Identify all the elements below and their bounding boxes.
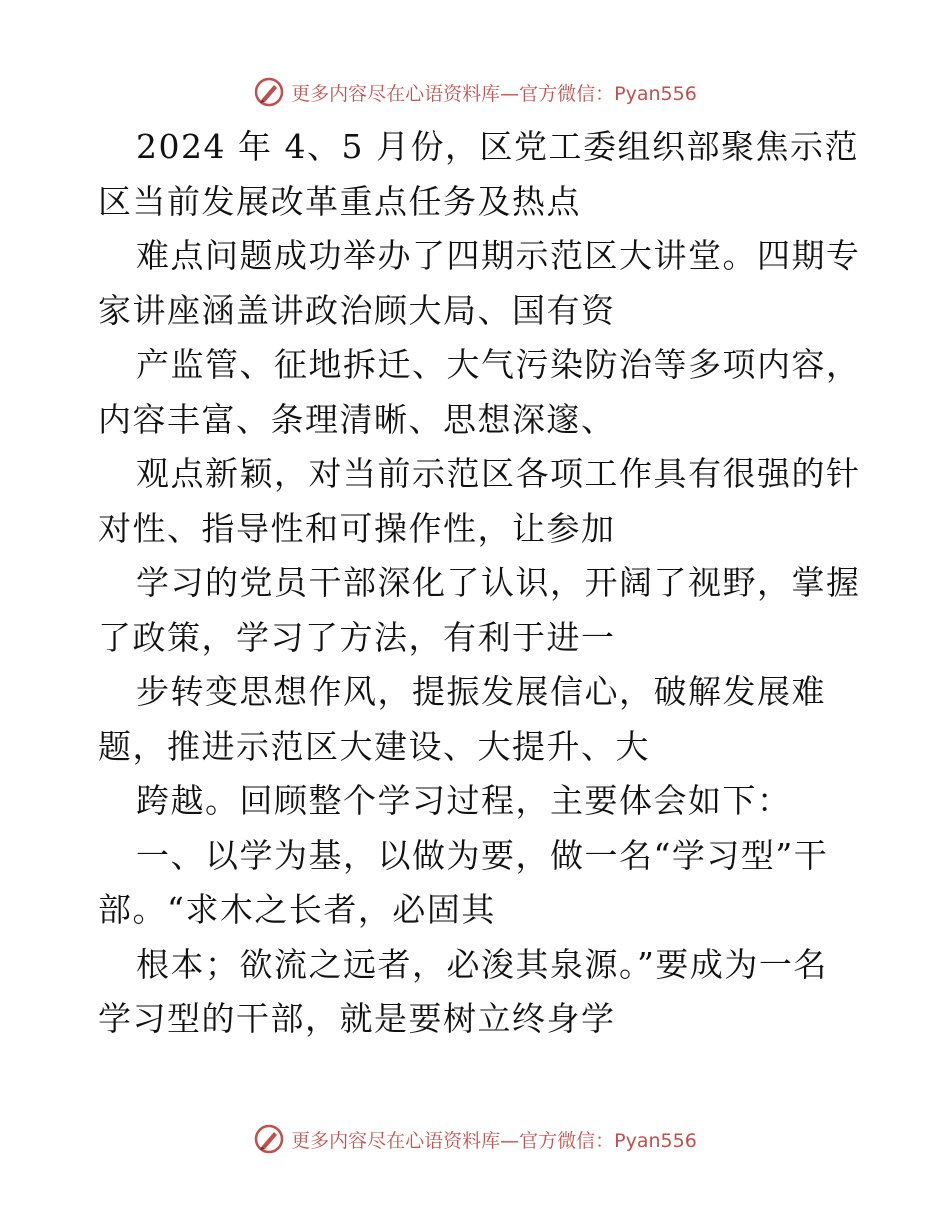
text-line: 2024 年 4、5 月份，区党工委组织部聚焦示范 — [136, 127, 859, 166]
text-line: 对性、指导性和可操作性，让参加 — [98, 508, 616, 548]
watermark-text: 更多内容尽在心语资料库—官方微信：Pyan556 — [291, 1129, 697, 1152]
pen-logo-icon — [253, 1123, 285, 1155]
text-line: 区当前发展改革重点任务及热点 — [98, 181, 581, 221]
text-line: 一、以学为基，以做为要，做一名“学习型”干 — [136, 835, 829, 875]
text-line: 跨越。回顾整个学习过程，主要体会如下： — [136, 781, 792, 820]
text-line: 题，推进示范区大建设、大提升、大 — [98, 726, 650, 766]
text-line: 根本；欲流之远者，必浚其泉源。”要成为一名 — [136, 944, 828, 984]
text-line: 部。“求木之长者，必固其 — [98, 890, 496, 929]
watermark-text: 更多内容尽在心语资料库—官方微信：Pyan556 — [291, 82, 697, 105]
text-line: 学习的党员干部深化了认识，开阔了视野，掌握 — [136, 563, 861, 602]
text-line: 内容丰富、条理清晰、思想深邃、 — [98, 399, 616, 439]
text-line: 家讲座涵盖讲政治顾大局、国有资 — [98, 290, 616, 330]
text-line: 了政策，学习了方法，有利于进一 — [98, 617, 616, 657]
text-line: 学习型的干部，就是要树立终身学 — [98, 999, 616, 1038]
text-line: 观点新颖，对当前示范区各项工作具有很强的针 — [136, 454, 861, 493]
text-line: 难点问题成功举办了四期示范区大讲堂。四期专 — [136, 236, 861, 275]
text-line: 步转变思想作风，提振发展信心，破解发展难 — [136, 672, 826, 711]
text-line: 产监管、征地拆迁、大气污染防治等多项内容， — [136, 345, 861, 384]
footer-watermark — [0, 1119, 950, 1159]
document-body — [98, 120, 861, 1047]
header-watermark — [0, 72, 950, 112]
pen-logo-icon — [253, 76, 285, 108]
